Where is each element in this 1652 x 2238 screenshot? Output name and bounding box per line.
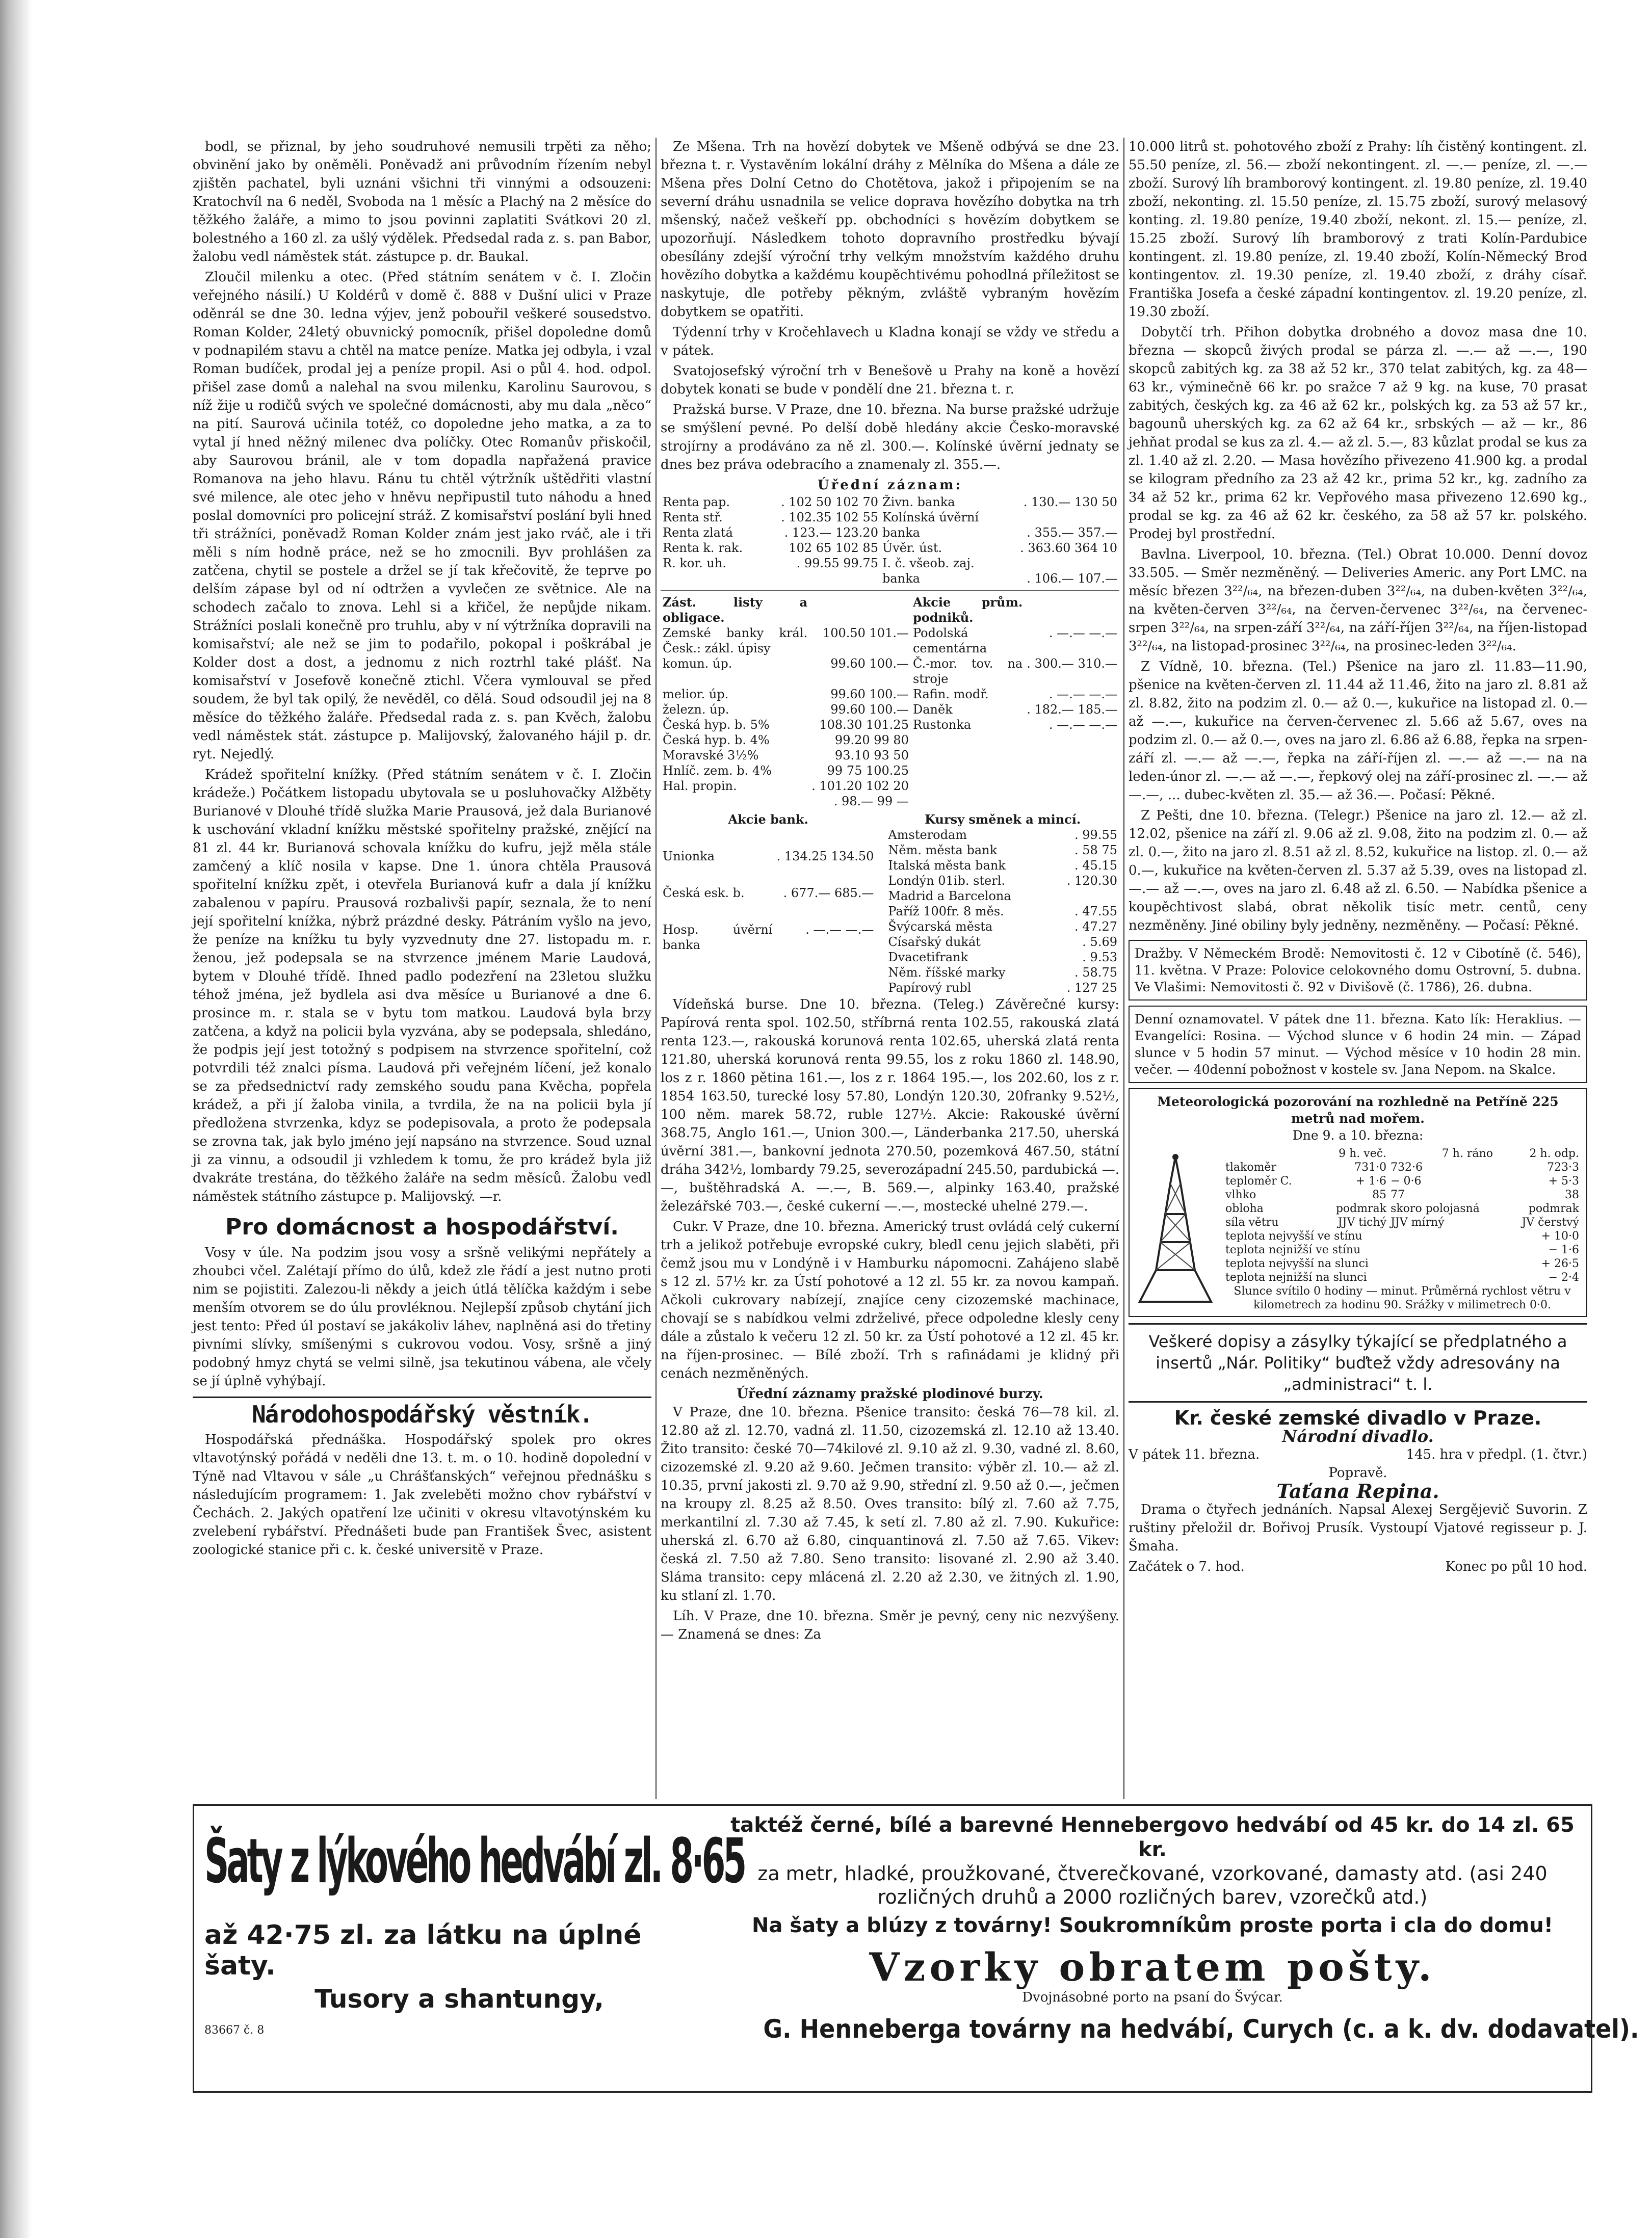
table-row [886, 904, 1119, 919]
table-cell: . 134.25 134.50 [776, 849, 874, 863]
table-cell: . 58 75 [1074, 843, 1117, 857]
table-row [886, 827, 1119, 842]
theatre-date: V pátek 11. března. [1129, 1447, 1260, 1462]
table-cell [761, 571, 880, 586]
table-row [886, 950, 1119, 965]
table-row [1223, 1229, 1581, 1243]
table-cell: . 102 50 102 70 [781, 495, 878, 509]
table-row [661, 732, 1119, 748]
table-cell [1025, 748, 1119, 763]
article-vosy: Vosy v úle. Na podzim jsou vosy a sršně velikými nepřátely a zhoubci včel. Zalétají přímo do úlů, kdež zle řádí a jest nutno proti nim se pojistiti. Zalezou-li někdy a jeich útlá tělíčka každým i sebe menším otvorem se do úlu provléknou. Nejlepší způsob chytání jich jest tento: Před úl postaví se jakákoliv láhev, naplněná asi do třetiny pivními slívky, smíšenými s cukrovou vodou. Vosy, sršně a jiný podobný hmyz chytá se velmi silně, jsa tekutinou vábena, ale včely se jí úplně vyhýbají. [193, 1245, 651, 1389]
table-title: Akcie bank. [728, 812, 808, 827]
table-row [1223, 1174, 1581, 1188]
table-cell: Česká hyp. b. 5% [663, 718, 770, 732]
table-row [1223, 1216, 1581, 1229]
table-cell: 77 [1391, 1189, 1405, 1201]
table-cell: − 1·6 [1548, 1244, 1579, 1256]
table-cell: teplota nejvyšší na slunci [1225, 1257, 1369, 1270]
table-cell: Amsterodam [888, 828, 967, 842]
meteo-head: 9 h. več. [1339, 1147, 1387, 1160]
ad-text-2: za metr, hladké, proužkované, čtverečkované, vzorkované, damasty atd. (asi 240 rozličných druhů a 2000 rozličných barev, vzorečků atd.) [757, 1862, 1548, 1908]
article-z-pesti: Z Pešti, dne 10. března. (Telegr.) Pšenice na jaro zl. 12.— až zl. 12.02, pšenice na září zl. 9.06 až zl. 9.08, žito na podzim zl. 0.— až zl. 0.—, žito na jaro zl. 8.51 až zl. 8.52, kukuřice na listop. zl. 0.— až 0.—, kukuřice na květen-červen zl. 5.37 až 5.39, oves na listopad zl. —.— až —.—, oves na jaro zl. 6.48 až zl. 6.50. — Nabídka pšenice a koupěchtivost slabá, obrat několik tisíc metr. centů, ceny nezměněny. Jiné obiliny byly jedněny, nezměněny. — Počasí: Pěkné. [1129, 808, 1587, 933]
column-2 [661, 138, 1119, 1646]
ad-price-line: až 42·75 zl. za látku na úplné šaty. [204, 1920, 642, 1981]
table-cell: . 130.— 130 50 [1023, 495, 1117, 509]
article-benesov: Svatojosefský výroční trh v Benešově u Prahy na koně a hovězí dobytek konati se bude v pondělí dne 21. března t. r. [661, 363, 1119, 397]
divider [1129, 1401, 1587, 1403]
oznamovatel-box: Denní oznamovatel. V pátek dne 11. března. Kato lík: Heraklius. — Evangelíci: Rosina. — Východ slunce v 6 hodin 24 min. — Západ slunce v 5 hodin 57 minut. — Východ měsíce v 10 hodin 28 min. večer. — 40denní pobožnost v kostele sv. Jana Nepom. na Skalce. [1129, 1006, 1587, 1083]
article-prednaska: Hospodářská přednáška. Hospodářský spolek pro okres vltavotýnský pořádá v neděli dne 13. t. m. o 10. hodině dopolední v Týně nad Vltavou v sále „u Chrášťanských“ veřejnou přednášku s následujícím programem: 1. Jak zveleběti možno chov rybářství v Čechách. 2. Jakých opatření lze učiniti v okresu vltavotýnském ku zvelebení rybářství. Přednášeti bude pan František Švec, asistent zoologické stanice při c. k. české universitě v Praze. [193, 1432, 651, 1558]
section-title-economy: Národohospodářský věstník. [251, 1401, 593, 1428]
article-videnska-burse: Vídeňská burse. Dne 10. března. (Teleg.) Závěrečné kursy: Papírová renta spol. 102.50, stříbrná renta 102.55, rakouská zlatá renta 123.—, rakouská korunová renta 102.65, uherská zlatá renta 121.80, uherská korunová renta 99.55, los z roku 1860 zl. 148.90, los z r. 1860 pětina 161.—, los z r. 1864 195.—, los 202.60, los z r. 1854 163.50, turecké losy 57.80, Londýn 120.30, 20franky 9.52½, 100 něm. marek 58.72, ruble 127½. Akcie: Rakouské úvěrní 368.75, Anglo 161.—, Union 300.—, Länderbanka 217.50, uherská úvěrní 381.—, bankovní jednota 270.50, pozemková 467.50, státní dráha 342½, lombardy 79.25, severozápadní 245.50, pardubická —.—, buštěhradská A. —.—, B. 569.—, alpinky 163.40, pražské železářské 703.—, české cukerní —.—, mostecké uhelné 279.—. [661, 997, 1119, 1214]
obligace-table [661, 595, 1119, 809]
kursy-table [886, 812, 1119, 995]
table-cell: JJV tichý [1338, 1216, 1387, 1229]
table-cell: + 5·3 [1548, 1175, 1579, 1188]
table-cell: síla větru [1225, 1216, 1279, 1229]
table-cell [911, 763, 1025, 778]
table-cell: 732·6 [1391, 1161, 1423, 1174]
table-title: Zást. listy a obligace. [663, 595, 808, 625]
table-caption: Úřední záznam: [817, 478, 963, 493]
table-row [661, 625, 1119, 656]
article-msena: Ze Mšena. Trh na hovězí dobytek ve Mšeně odbývá se dne 23. března t. r. Vystavěním lokální dráhy z Mělníka do Mšena a dále ze Mšena přes Dolní Cetno do Chotětova, jakož i připojením se na severní dráhu usnadnila se velice doprava hovězího dobytka na trh mšenský, načež veškeří pp. obchodníci s hovězím dobytkem se upozorňují. Následkem tohoto dopravního prostředku bývají obesílány zdejší výroční trhy velkým množstvím každého druhu hovězího dobytka a každému koupěchtivému pohodlná příležitost se naskytuje, dle potřeby pěkným, zvláště vybraným hovězím dobytkem se opatřiti. [661, 139, 1119, 320]
table-row [661, 748, 1119, 763]
akcie-bank-table [661, 812, 876, 995]
table-row [1223, 1257, 1581, 1271]
table-cell: . 47.55 [1074, 904, 1117, 918]
table-row [661, 571, 1119, 586]
table-cell: + 26·5 [1541, 1257, 1579, 1270]
theatre-play: Taťana Repina. [1276, 1480, 1439, 1503]
table-cell: teplota nejnižší ve stínu [1225, 1244, 1361, 1256]
table-cell: 99.60 100.— [830, 687, 909, 701]
table-cell: . 9.53 [1082, 950, 1117, 964]
table-cell: + 10·0 [1541, 1230, 1579, 1243]
table-cell [1049, 888, 1119, 904]
table-row [661, 702, 1119, 717]
table-cell: . 120.30 [1066, 874, 1117, 888]
theatre-number: 145. hra v předpl. (1. čtvr.) [1406, 1447, 1587, 1462]
table-cell: Něm. říšské marky [888, 965, 1006, 980]
table-row [661, 656, 1119, 687]
theatre-description: Drama o čtyřech jednáních. Napsal Alexej Sergějevič Suvorin. Z ruštiny přeložil dr. Bořivoj Prusík. Vystoupí Vjatové regisseur p. J. Šmaha. [1129, 1502, 1587, 1554]
dopisy-notice: Veškeré dopisy a zásylky týkající se předplatného a insertů „Nár. Politiky“ buďtež vždy adresovány na „administraci“ t. l. [1148, 1332, 1567, 1394]
table-cell: 99.60 100.— [830, 702, 909, 717]
table-row [661, 794, 1119, 809]
meteo-date: Dne 9. a 10. března: [1292, 1128, 1424, 1143]
ad-text-3: Na šaty a blúzy z továrny! Soukromníkům proste porta i cla do domu! [751, 1914, 1553, 1937]
table-cell: . 300.— 310.— [1027, 656, 1117, 671]
table-row [886, 934, 1119, 950]
table-cell: JV čerstvý [1522, 1216, 1579, 1229]
column-3 [1129, 138, 1587, 1576]
table-cell: Italská města bank [888, 858, 1006, 873]
table-cell: . 99.55 [1074, 828, 1117, 842]
table-cell: . —.— —.— [1048, 718, 1117, 732]
ad-text-1: taktéž černé, bílé a barevné Hennebergovo hedvábí od 45 kr. do 14 zl. 65 kr. [730, 1813, 1575, 1861]
table-cell: Moravské 3½% [663, 748, 759, 762]
table-row [661, 556, 1119, 571]
table-cell: . 363.60 364 10 [1020, 541, 1117, 555]
article-zloucil: Zloučil milenku a otec. (Před státním senátem v č. I. Zločin veřejného násilí.) U Koldérů v domě č. 888 v Dušní ulici v Praze oděnrál se dne 30. ledna výjev, jenž pobouřil veškeré sousedstvo. Roman Kolder, 24letý obuvnický pomocník, přišel dopoledne domů v podnapilém stavu a chtěl na matce peníze. Matka jej odbyla, i vzal Roman budíček, prodal jej a peníze propil. Asi o půl 4. hod. odpol. přišel zase domů a nalehal na svou milenku, Karolinu Saurovou, s níž žije u rodičů svých ve společné domácnosti, aby mu dala „něco“ na pití. Saurová učinila totéž, co dopoledne jeho matka, a za to vytal jí hned něžný milenec dva políčky. Otec Romanův přiskočil, aby Saurovou bránil, ale v tom dopadla napřažená pravice Romanova na jeho hlavu. Ránu tu chtěl výtržník uštědřiti vlastní své milence, ale otec jeho v hněvu nepřipustil tuto náhodu a hned poslal domovníci pro policejní stráž. Z komisařství poslání byli hned tři strážníci, poněvadž Roman Kolder znám jest jako rváč, ale i tři měli s ním hodně práce, než se ho zmocnili. Byv prohlášen za zatčena, chytil se postele a držel se jí tak křečovitě, že teprve po delším zápase byl od ní odtržen a vyvlečen ze světnice. Ale na schodech začalo to znova. Lehl si a křičel, že nepůjde nikam. Strážníci poslali konečně pro truhlu, aby v ní výtržníka dopravili na komisařství; ale než se jim to podařilo, pokopal i poškrábal je Kolder dost a dost, a jednomu z nich roztrhl také plášť. Na komisařství v Josefově konečně ztichl. Včera vymlouval se před soudem, že byl tak opilý, že nevěděl, co dělá. Soud odsoudil jej na 8 měsíce do těžkého žaláře. Předsedal rada z. s. pan Kvěch, žalobu vedl náměstek stát. zástupce p. Malijovský, žalovaného hájil p. dr. ryt. Nejedlý. [193, 270, 651, 762]
table-row [886, 980, 1119, 995]
table-cell: Česká hyp. b. 4% [663, 733, 770, 747]
table-cell: Renta zlatá [663, 525, 733, 540]
article-dobytci-trh: Dobytčí trh. Přihon dobytka drobného a dovoz masa dne 10. března — skopců živých prodal se párza zl. —.— až —.—, 190 skopců zabitých kg. za 38 až 52 kr., 370 telat zabitých, kg. za 48—63 kr., výminečně 66 kr. po sražce 7 až 9 kg. na kuse, 70 prasat zabitých, českých kg. za 46 až 62 kr., polských kg. za 53 až 57 kr., bagounů uherských kg. za 62 až 64 kr., srbských — až — kr., 86 jehňat prodal se kus za zl. 4.— až zl. 5.—, 83 kůzlat prodal se kus za zl. 1.40 až zl. 2.20. — Masa hovězího přivezeno 41.900 kg. a prodal se kilogram předního za 23 až 42 kr., prima 52 kr., kg. zadního za 34 až 52 kr., prima 62 kr. Vepřového masa přivezeno 12.690 kg., prodal se kg. za 46 až 62 kr. českého, za 58 až 57 kr. polského. Prodej byl prostřední. [1129, 325, 1587, 542]
table-cell: komun. úp. [663, 656, 732, 671]
table-cell: podmrak [1528, 1202, 1579, 1215]
table-cell: Kolínská úvěrní [882, 510, 979, 524]
ad-company: G. Henneberga továrny na hedvábí, Curych (c. a k. dv. dodavatel). [763, 2014, 1639, 2044]
meteo-table [1223, 1147, 1581, 1312]
burse-table [661, 494, 1119, 586]
table-row [886, 842, 1119, 858]
theatre-start: Začátek o 7. hod. [1129, 1559, 1245, 1574]
newspaper-page [193, 138, 1639, 2115]
table-cell: Úvěr. úst. [882, 541, 942, 555]
table-cell: železn. úp. [663, 702, 729, 717]
table-cell: obloha [1225, 1202, 1264, 1215]
table-cell: Renta k. rak. [663, 541, 743, 555]
table-cell: + 1·6 [1355, 1175, 1387, 1188]
table-cell [661, 794, 809, 809]
table-cell: Madrid a Barcelona [888, 889, 1011, 903]
article-z-vidne: Z Vídně, 10. března. (Tel.) Pšenice na jaro zl. 11.83—11.90, pšenice na květen-červen zl. 11.44 až 11.46, žito na jaro zl. 8.81 až zl. 8.82, žito na podzim zl. 0.— až 0.—, kukuřice na listopad zl. 0.— až —.—, kukuřice na červen-červenec zl. 5.66 až 5.67, oves na podzim zl. 0.— až 0.—, oves na jaro zl. 6.86 až 6.88, řepka na srpen-září zl. —.— až —.—, řepka na září-říjen zl. —.— až —.— na na leden-únor zl. —.— až —.—, řepkový olej na září-prosinec zl. —.— až —.—, ... dubec-květen zl. 35.— až 36.—. Počasí: Pěkné. [1129, 659, 1587, 803]
table-cell: . 101.20 102 20 [811, 779, 909, 793]
table-row [661, 717, 1119, 732]
drazby-box: Dražby. V Německém Brodě: Nemovitosti č. 12 v Cibotíně (č. 546), 11. května. V Praze: Polovice celokovného domu Ostrovní, 5. dubna. Ve Vlašimi: Nemovitosti č. 92 v Divišově (č. 1786), 26. dubna. [1129, 940, 1587, 1000]
ad-porto: Dvojnásobné porto na psaní do Švýcar. [1022, 1990, 1283, 2005]
table-cell: tlakoměr [1225, 1161, 1276, 1174]
table-cell: Česká esk. b. [663, 886, 745, 900]
table-cell: . 47.27 [1074, 919, 1117, 934]
table-cell: JJV mírný [1391, 1216, 1445, 1229]
table-cell: podmrak [1335, 1202, 1387, 1215]
table-cell: Paříž 100fr. 8 měs. [888, 904, 1004, 918]
table-cell: 723·3 [1547, 1161, 1579, 1174]
table-cell: − 0·6 [1391, 1175, 1422, 1188]
table-cell: teploměr C. [1225, 1175, 1292, 1188]
article-bavlna: Bavlna. Liverpool, 10. března. (Tel.) Obrat 10.000. Denní dovoz 33.505. — Směr nezměněný. — Deliveries Americ. any Port LMC. na měsíc březen 3²²/₆₄, na březen-duben 3²²/₆₄, na duben-květen 3²²/₆₄, na květen-červen 3²²/₆₄, na červen-červenec 3²²/₆₄, na červenec-srpen 3²²/₆₄, na srpen-září 3²²/₆₄, na září-říjen 3²²/₆₄, na říjen-listopad 3²²/₆₄, na listopad-prosinec 3²²/₆₄, na prosinec-leden 3²²/₆₄. [1129, 547, 1587, 654]
table-cell: melior. úp. [663, 687, 729, 701]
table-row [661, 885, 876, 922]
divider [193, 1397, 651, 1398]
table-row [1223, 1202, 1581, 1216]
column-divider [655, 138, 657, 1799]
table-row [886, 919, 1119, 934]
table-cell: . 106.— 107.— [1027, 571, 1117, 586]
table-cell: 38 [1565, 1189, 1579, 1201]
table-cell: 100.50 101.— [822, 626, 909, 640]
ad-headline: Šaty z lýkového hedvábí zl. 8·65 [204, 1826, 745, 1897]
table-row [1223, 1271, 1581, 1284]
table-cell: . 5.69 [1082, 935, 1117, 949]
table-cell: I. č. všeob. zaj. [882, 556, 975, 570]
table-cell: . —.— —.— [1048, 626, 1117, 640]
column-divider [1123, 138, 1124, 1799]
scan-edge [0, 0, 32, 2238]
table-cell: Podolská cementárna [912, 626, 987, 655]
theatre-subtitle: Národní divadlo. [1282, 1427, 1434, 1446]
table-cell: Švýcarská města [888, 919, 993, 934]
table-cell: . 98.— 99 — [833, 794, 909, 808]
table-cell: 102 65 102 85 [789, 541, 878, 555]
divider [661, 590, 1119, 591]
table-row [1223, 1188, 1581, 1202]
ad-vzorky: Vzorky obratem pošty. [869, 1944, 1436, 1990]
table-row [661, 922, 876, 995]
table-cell: . 127 25 [1066, 981, 1117, 995]
table-cell: − 2·4 [1548, 1271, 1579, 1284]
table-cell: Č.-mor. tov. na stroje [912, 656, 1023, 686]
table-row [661, 687, 1119, 702]
table-cell: Londýn 01ib. sterl. [888, 874, 1006, 888]
table-title: Kursy směnek a mincí. [925, 812, 1081, 827]
meteo-head: 7 h. ráno [1441, 1147, 1493, 1160]
table-row [886, 965, 1119, 980]
theatre-small: Popravě. [1328, 1465, 1387, 1481]
table-cell: 93.10 93 50 [834, 748, 909, 762]
column-1 [193, 138, 651, 1561]
table-cell: teplota nejvyšší ve stínu [1225, 1230, 1362, 1243]
table-cell [1025, 732, 1119, 748]
article-kradez: Krádež spořitelní knížky. (Před státním senátem v č. I. Zločin krádeže.) Počátkem listopadu ubytovala se u posluhovačky Alžběty Burianové v Dlouhé třídě služka Marie Prausová, jež dala Burianové k uschování vkladní knížku městské spořitelny pražské, znějící na 81 zl. 44 kr. Burianová schovala knížku do kufru, jejž měla stále zamčený a klíč nosila v kapse. Dne 1. února chtěla Prausová spořitelní knížku zpět, i otevřela Burianová kufr a dala jí knížku zabalenou v papíru. Prausová rozbalivši papír, seznala, že to není její spořitelní knížka, nýbrž prázdné desky. Pátráním vyšlo na jevo, že peníze na knížku tu byly vyzvednuty dne 27. listopadu m. r. ženou, jež podepsala se na stvrzence jménem Marie Laudová, bytem v Dlouhé třídě. Ihned padlo podezření na 23letou služku téhož jména, jež bydlela asi dva měsíce u Burianové a dne 6. prosince m. r. stala se v bytu tom matkou. Laudová byla brzy zatčena, a když na policii byla vyzvána, aby se podepsala, shledáno, že podpis její jest totožný s podpisem na stvrzence spořitelní, což potvrdili též znalci písma. Laudová při veřejném líčení, jež konalo se za předsednictví rady zemského soudu pana Kvěcha, popřela krádež, a při jí žaloba vinila, a tvrdila, že na na policii byla jí předložena stvrzenka, kdyz se podepisovala, a proto že podepsala se zrovna tak, jak bylo jméno její napsáno na stvrzence. Soud uznal ji za vinnu, a odsoudil ji vzhledem k tomu, že pro krádež byla již dvakráte trestána, do těžkého žaláře na sedm měsíců. Žalobu vedl náměstek státního zástupce p. Malijovský. —r. [193, 767, 651, 1204]
table-row [661, 510, 1119, 525]
table-cell: . 677.— 685.— [783, 886, 874, 900]
table-cell: Živn. banka [882, 495, 955, 509]
table-cell: . —.— —.— [1048, 687, 1117, 701]
table-cell: 731·0 [1354, 1161, 1387, 1174]
table-cell: 99.20 99 80 [834, 733, 909, 747]
table-cell [911, 778, 1025, 794]
petrin-tower-icon [1135, 1147, 1216, 1312]
henneberg-advertisement [193, 1804, 1639, 2093]
meteo-head: 2 h. odp. [1529, 1147, 1579, 1160]
article-krocehlavy: Týdenní trhy v Kročehlavech u Kladna konají se vždy ve středu a v pátek. [661, 325, 1119, 358]
divider [1129, 1323, 1587, 1325]
table-cell [911, 794, 1025, 809]
meteo-note: Slunce svítilo 0 hodiny — minut. Průměrná rychlost větru v kilometrech za hodinu 90. Srážky v milimetrech 0·0. [1234, 1285, 1571, 1311]
table-cell: . 45.15 [1074, 858, 1117, 873]
table-cell: 99.60 100.— [830, 656, 909, 671]
table-cell [1025, 778, 1119, 794]
table-row [661, 525, 1119, 540]
article-lih-continued: 10.000 litrů st. pohotového zboží z Prahy: líh čistěný kontingent. zl. 55.50 peníze, zl. 56.— zboží nekontingent. zl. —.— peníze, zl. —.— zboží. Surový líh bramborový kontingent. zl. 19.80 peníze, zl. 19.40 zboží, nekonting. zl. 15.50 peníze, zl. 15.75 zboží, surový melasový konting. zl. 19.80 peníze, 19.40 zboží, nekont. zl. 15.— peníze, zl. 15.25 zboží. Surový líh bramborový z trati Kolín-Pardubice kontingent. zl. 19.80 peníze, zl. 19.40 zboží, Kolín-Německý Brod kontingentov. zl. 19.30 peníze, zl. 19.40 zboží, z dráhy císař. Františka Josefa a české západní kontingentov. zl. 19.20 peníze, zl. 19.30 zboží. [1129, 139, 1587, 320]
table-row [661, 763, 1119, 778]
table-row [661, 778, 1119, 794]
table-cell: Rafin. modř. [912, 687, 989, 701]
table-cell: . 123.— 123.20 [784, 525, 878, 540]
table-cell: Renta stř. [663, 510, 723, 524]
table-cell [999, 556, 1119, 571]
meteo-title: Meteorologická pozorování na rozhledně na Petříně 225 metrů nad mořem. [1157, 1094, 1559, 1126]
ad-code: 83667 č. 8 [204, 2024, 265, 2037]
table-cell: banka [882, 571, 920, 586]
table-title: Akcie prům. podniků. [912, 595, 1023, 625]
section-title-household: Pro domácnost a hospodářství. [225, 1214, 619, 1240]
ad-tusory: Tusory a shantungy, [314, 1984, 604, 2014]
table-cell [911, 732, 1025, 748]
table-cell: . 355.— 357.— [1027, 525, 1117, 540]
table-row [1223, 1161, 1581, 1174]
table-row [886, 873, 1119, 888]
table-cell: 85 [1372, 1189, 1387, 1201]
table-cell: Papírový rubl [888, 981, 972, 995]
table-cell: . 182.— 185.— [1027, 702, 1117, 717]
table-cell: . 102.35 102 55 [781, 510, 878, 524]
table-cell: vlhko [1225, 1189, 1256, 1201]
table-cell [999, 510, 1119, 525]
table-cell [661, 571, 761, 586]
table-cell [1025, 763, 1119, 778]
theatre-end: Konec po půl 10 hod. [1445, 1559, 1587, 1574]
table-cell: teplota nejnižší na slunci [1225, 1271, 1367, 1284]
table-cell: banka [882, 525, 920, 540]
table-row [661, 849, 876, 885]
table-cell: . 99.55 99.75 [796, 556, 878, 570]
table-cell [1025, 794, 1119, 809]
table-cell: . —.— —.— [805, 923, 874, 937]
article-plodiny: V Praze, dne 10. března. Pšenice transito: česká 76—78 kil. zl. 12.80 až zl. 12.70, vadná zl. 11.50, cizozemská zl. 12.10 až 13.40. Žito transito: české 70—74kilové zl. 9.10 až zl. 9.30, vadné zl. 8.60, cizozemské zl. 9.20 až 9.60. Ječmen transito: výběr zl. 10.— až zl. 10.35, první jakosti zl. 9.70 až 9.90, střední zl. 9.50 až 0.—, ječmen na kroupy zl. 8.25 až 8.50. Oves transito: bílý zl. 7.60 až 7.75, merkantilní zl. 7.30 až 7.45, k setí zl. 7.80 až zl. 7.90. Kukuřice: uherská zl. 6.70 až 6.80, cinquantinová zl. 7.50 až 7.65. Vikev: česká zl. 7.50 až 7.80. Seno transito: lisované zl. 2.90 až 3.40. Sláma transito: cepy mlácená zl. 2.20 až 2.30, ve žitných zl. 1.90, ku stlaní zl. 1.70. [661, 1405, 1119, 1603]
table-cell: Zemské banky král. Česk.: zákl. úpisy [663, 626, 808, 655]
table-cell: 108.30 101.25 [819, 718, 909, 732]
table-cell: Něm. města bank [888, 843, 998, 857]
plodiny-title: Úřední záznamy pražské plodinové burzy. [737, 1386, 1043, 1402]
table-cell: 99 75 100.25 [827, 763, 909, 778]
theatre-title: Kr. české zemské divadlo v Praze. [1174, 1407, 1542, 1429]
table-row [886, 888, 1119, 904]
table-cell: skoro polojasná [1391, 1202, 1480, 1215]
table-cell: Hosp. úvěrní banka [663, 923, 773, 952]
table-row [661, 494, 1119, 510]
table-cell: Unionka [663, 849, 715, 863]
table-cell: Císařský dukát [888, 935, 981, 949]
table-row [661, 540, 1119, 556]
article-prazska-burse: Pražská burse. V Praze, dne 10. března. Na burse pražské udržuje se smýšlení pevné. Po delší době hledány akcie Česko-moravské strojírny a prodáváno za ně zl. 300.—. Kolínské úvěrní jednaty se dnes bez práva odebracího a znamenaly zl. 355.—. [661, 402, 1119, 472]
article-court-1: bodl, se přiznal, by jeho soudruhové nemusili trpěti za něho; obvinění jako by oněměli. Poněvadž ani průvodním řízením nebyl zjištěn pachatel, byli uznáni všichni tři vinnými a odsouzeni: Kratochvíl na 6 neděl, Svoboda na 1 měsíc a Plachý na 2 měsíce do těžkého žaláře, a mimo to jsou povinni zaplatiti Svátkovi 20 zl. bolestného a 160 zl. za ušlý výdělek. Předsedal rada z. s. pan Babor, žalobu vedl náměstek stát. zástupce p. dr. Baukal. [193, 139, 651, 265]
table-row [886, 858, 1119, 873]
table-cell: Hal. propin. [663, 779, 737, 793]
table-cell: Renta pap. [663, 495, 730, 509]
table-cell: Daněk [912, 702, 953, 717]
article-cukr: Cukr. V Praze, dne 10. března. Americký trust ovládá celý cukerní trh a jelikož potřebuje evropské cukry, bledl cenu jejich slaběti, při čemž jsou mu v Londýně i v Hamburku nápomocni. Zahájeno slabě s 12 zl. 57½ kr. za Ústí pohotové a 12 zl. 55 kr. za novou kampaň. Ačkoli cukrovary nabízejí, znajíce ceny cizozemské machinace, chovají se s nabídkou velmi zdrželivé, přece odpoledne klesly ceny dále a zůstalo k večeru 12 zl. 50 kr. za Ústí pohotové a 12 zl. 45 kr. na říjen-prosinec. — Bílé zboží. Trh s rafinádami je klidný při cenách nezměněných. [661, 1219, 1119, 1381]
table-row [1223, 1243, 1581, 1257]
meteo-box [1129, 1088, 1587, 1317]
table-cell [911, 748, 1025, 763]
table-cell: R. kor. uh. [663, 556, 726, 570]
table-cell: Rustonka [912, 718, 972, 732]
table-cell: Hnlíč. zem. b. 4% [663, 763, 772, 778]
table-cell: . 58.75 [1074, 965, 1117, 980]
table-cell: Dvacetifrank [888, 950, 968, 964]
article-lih: Líh. V Praze, dne 10. března. Směr je pevný, ceny nic nezvýšeny. — Znamená se dnes: Za [661, 1609, 1119, 1642]
